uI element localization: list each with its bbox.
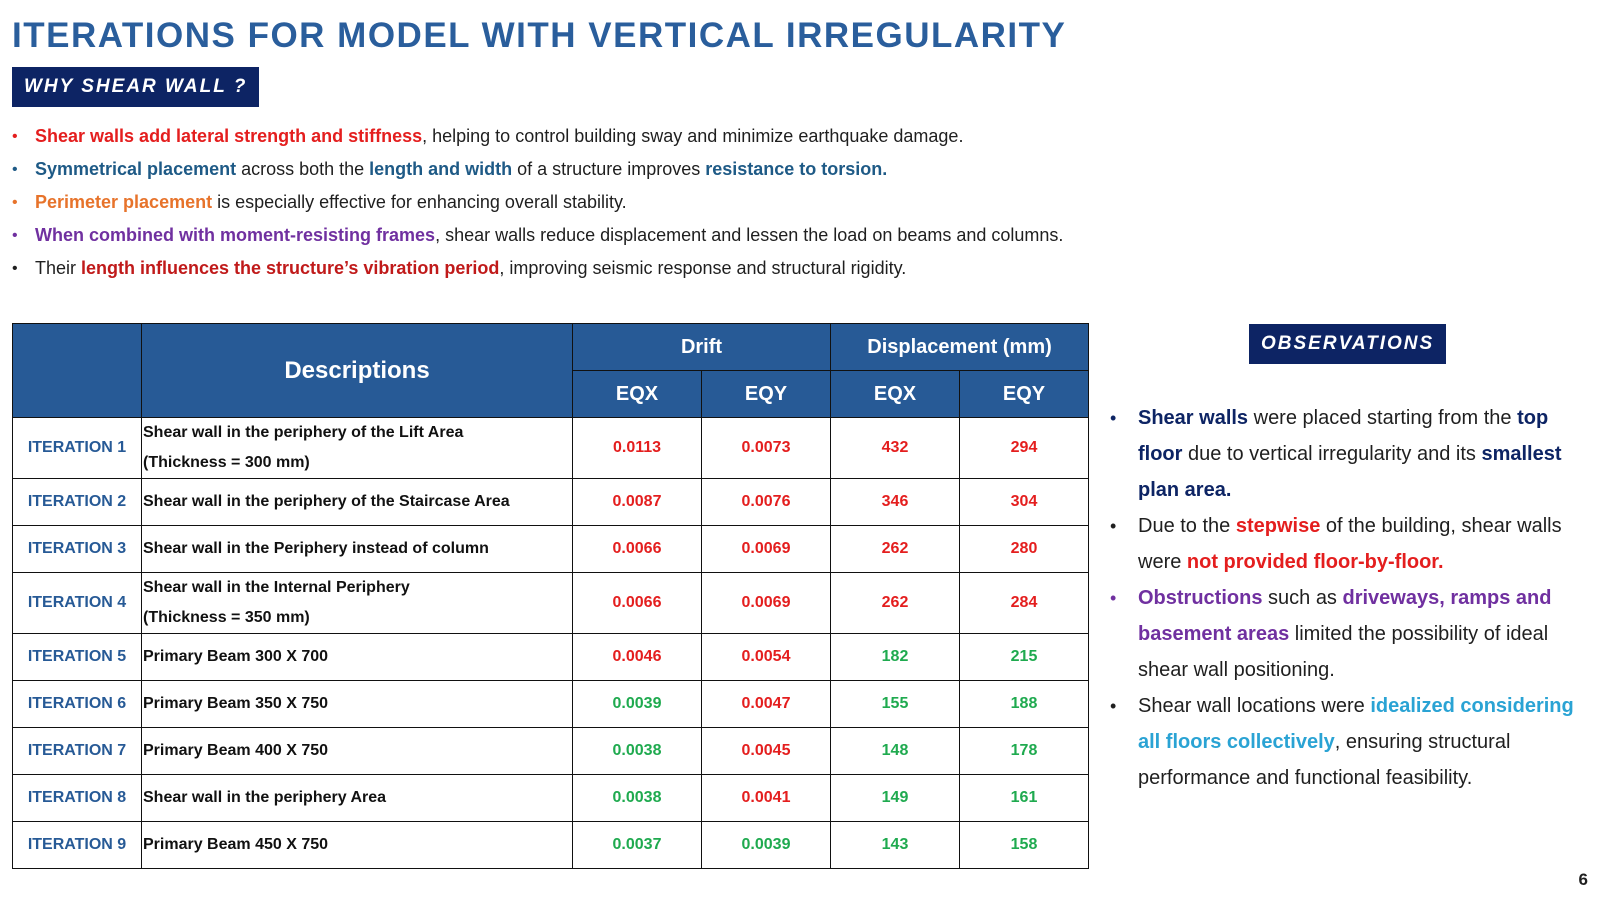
bullet-icon: • — [1110, 408, 1117, 428]
iteration-label: ITERATION 8 — [13, 775, 142, 822]
bullet-icon: • — [1110, 516, 1117, 536]
disp-eqx-value: 182 — [831, 634, 960, 681]
drift-eqx-value: 0.0113 — [573, 418, 702, 479]
iteration-label: ITERATION 1 — [13, 418, 142, 479]
iteration-label: ITERATION 4 — [13, 573, 142, 634]
disp-eqy-value: 284 — [960, 573, 1089, 634]
drift-eqx-value: 0.0038 — [573, 775, 702, 822]
drift-eqx-value: 0.0039 — [573, 681, 702, 728]
list-item: • Shear wall locations were idealized considering all floors collectively, ensuring structural performance and functional feasibility. — [1110, 688, 1590, 796]
observations-list — [1110, 400, 1590, 796]
header-drift: Drift — [573, 324, 831, 371]
bullet-icon: • — [12, 128, 18, 145]
bullet-icon: • — [12, 194, 18, 211]
iteration-label: ITERATION 5 — [13, 634, 142, 681]
drift-eqy-value: 0.0047 — [702, 681, 831, 728]
disp-eqx-value: 148 — [831, 728, 960, 775]
page-title: ITERATIONS FOR MODEL WITH VERTICAL IRREGULARITY — [12, 16, 1067, 55]
iteration-label: ITERATION 2 — [13, 479, 142, 526]
disp-eqx-value: 149 — [831, 775, 960, 822]
disp-eqy-value: 294 — [960, 418, 1089, 479]
description-cell: Primary Beam 400 X 750 — [142, 728, 573, 775]
header-iteration — [13, 324, 142, 418]
disp-eqy-value: 280 — [960, 526, 1089, 573]
drift-eqx-value: 0.0087 — [573, 479, 702, 526]
header-drift-eqy: EQY — [702, 371, 831, 418]
disp-eqy-value: 304 — [960, 479, 1089, 526]
description-cell: Shear wall in the periphery of the Staircase Area — [142, 479, 573, 526]
why-bullet-list — [12, 120, 1063, 285]
table-row — [13, 573, 1089, 634]
disp-eqy-value: 178 — [960, 728, 1089, 775]
header-descriptions: Descriptions — [142, 324, 573, 418]
drift-eqx-value: 0.0066 — [573, 573, 702, 634]
disp-eqx-value: 155 — [831, 681, 960, 728]
drift-eqx-value: 0.0037 — [573, 822, 702, 869]
disp-eqy-value: 158 — [960, 822, 1089, 869]
disp-eqy-value: 215 — [960, 634, 1089, 681]
iteration-label: ITERATION 3 — [13, 526, 142, 573]
disp-eqx-value: 432 — [831, 418, 960, 479]
disp-eqy-value: 161 — [960, 775, 1089, 822]
table-row — [13, 822, 1089, 869]
list-item: • Shear walls were placed starting from the top floor due to vertical irregularity and its smallest plan area. — [1110, 400, 1590, 508]
drift-eqy-value: 0.0039 — [702, 822, 831, 869]
description-cell: Primary Beam 300 X 700 — [142, 634, 573, 681]
header-disp-eqy: EQY — [960, 371, 1089, 418]
header-displacement: Displacement (mm) — [831, 324, 1089, 371]
drift-eqy-value: 0.0069 — [702, 573, 831, 634]
disp-eqx-value: 346 — [831, 479, 960, 526]
drift-eqx-value: 0.0046 — [573, 634, 702, 681]
header-drift-eqx: EQX — [573, 371, 702, 418]
drift-eqy-value: 0.0076 — [702, 479, 831, 526]
bullet-icon: • — [1110, 588, 1117, 608]
bullet-icon: • — [1110, 696, 1117, 716]
disp-eqx-value: 262 — [831, 526, 960, 573]
list-item: • Symmetrical placement across both the length and width of a structure improves resistance to torsion. — [12, 153, 1063, 186]
table-row — [13, 728, 1089, 775]
list-item: • When combined with moment-resisting frames, shear walls reduce displacement and lessen the load on beams and columns. — [12, 219, 1063, 252]
page-number: 6 — [1578, 870, 1588, 889]
list-item: • Shear walls add lateral strength and stiffness, helping to control building sway and minimize earthquake damage. — [12, 120, 1063, 153]
drift-eqy-value: 0.0041 — [702, 775, 831, 822]
description-cell: Shear wall in the periphery of the Lift Area (Thickness = 300 mm) — [142, 418, 573, 479]
table-row — [13, 526, 1089, 573]
observations-tag: OBSERVATIONS — [1249, 324, 1446, 364]
drift-eqx-value: 0.0038 — [573, 728, 702, 775]
table-row — [13, 479, 1089, 526]
bullet-icon: • — [12, 161, 18, 178]
iteration-label: ITERATION 7 — [13, 728, 142, 775]
drift-eqy-value: 0.0045 — [702, 728, 831, 775]
list-item: • Perimeter placement is especially effective for enhancing overall stability. — [12, 186, 1063, 219]
description-cell: Shear wall in the Periphery instead of column — [142, 526, 573, 573]
table-row — [13, 681, 1089, 728]
disp-eqy-value: 188 — [960, 681, 1089, 728]
header-disp-eqx: EQX — [831, 371, 960, 418]
description-cell: Shear wall in the periphery Area — [142, 775, 573, 822]
drift-eqx-value: 0.0066 — [573, 526, 702, 573]
iteration-label: ITERATION 6 — [13, 681, 142, 728]
drift-eqy-value: 0.0069 — [702, 526, 831, 573]
drift-eqy-value: 0.0073 — [702, 418, 831, 479]
table-row — [13, 418, 1089, 479]
disp-eqx-value: 143 — [831, 822, 960, 869]
description-cell: Primary Beam 350 X 750 — [142, 681, 573, 728]
disp-eqx-value: 262 — [831, 573, 960, 634]
iteration-label: ITERATION 9 — [13, 822, 142, 869]
description-cell: Primary Beam 450 X 750 — [142, 822, 573, 869]
drift-eqy-value: 0.0054 — [702, 634, 831, 681]
iterations-table — [12, 323, 1089, 869]
why-shear-wall-tag: WHY SHEAR WALL ? — [12, 67, 259, 107]
description-cell: Shear wall in the Internal Periphery (Thickness = 350 mm) — [142, 573, 573, 634]
table-row — [13, 775, 1089, 822]
list-item: • Their length influences the structure’s vibration period, improving seismic response and structural rigidity. — [12, 252, 1063, 285]
list-item: • Obstructions such as driveways, ramps and basement areas limited the possibility of ideal shear wall positioning. — [1110, 580, 1590, 688]
bullet-icon: • — [12, 227, 18, 244]
list-item: • Due to the stepwise of the building, shear walls were not provided floor-by-floor. — [1110, 508, 1590, 580]
table-row — [13, 634, 1089, 681]
bullet-icon: • — [12, 260, 18, 277]
